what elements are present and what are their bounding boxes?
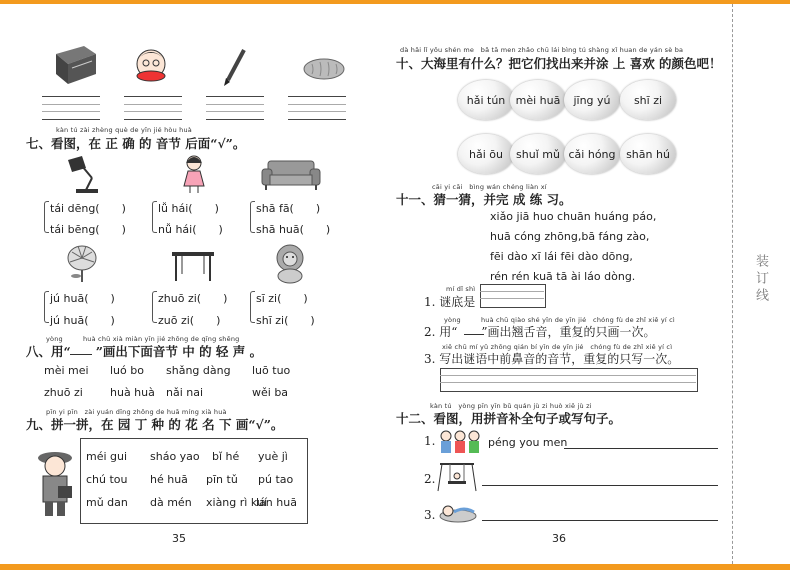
riddle-line: xiǎo jiā huo chuān huáng páo, — [490, 210, 657, 223]
pencil-icon — [222, 48, 248, 86]
q7-opt[interactable]: nǚ hái( ) — [158, 223, 223, 236]
sleeping-child-icon — [438, 502, 478, 524]
q7-opt[interactable]: jú huā( ) — [50, 292, 115, 305]
q7-opt[interactable]: tái bēng( ) — [50, 223, 126, 236]
q9-title: 九、拼一拼，在 园 丁 种 的 花 名 下 画“√”。 — [26, 417, 284, 432]
bubble[interactable]: hǎi ōu — [458, 134, 514, 174]
q8-word[interactable]: luō tuo — [252, 364, 291, 377]
q8-word[interactable]: shǎng dàng — [166, 364, 231, 377]
q7-opt[interactable]: sī zi( ) — [256, 292, 308, 305]
q12-1-text: péng you men — [488, 436, 568, 449]
writing-guide — [440, 382, 696, 383]
q10-title: 十、大海里有什么？把它们找出来并涂 上 喜欢 的颜色吧！ — [396, 56, 722, 71]
sofa-icon — [262, 159, 320, 191]
girl-icon — [182, 154, 206, 194]
bubble[interactable]: shān hú — [620, 134, 676, 174]
bubble[interactable]: mèi huā — [510, 80, 566, 120]
q9-word[interactable]: méi gui — [86, 450, 128, 463]
q7-brace-2 — [152, 201, 157, 233]
lamp-icon — [64, 154, 104, 194]
q9-word[interactable]: chú tou — [86, 473, 128, 486]
q12-num: 3. — [424, 508, 436, 522]
q8-word[interactable]: nǎi nai — [166, 386, 204, 399]
q12-num: 1. — [424, 434, 436, 448]
swing-icon — [436, 462, 478, 492]
q12-pinyin: kàn tú yòng pīn yīn bǔ quán jù zi huò xiě jù zi — [430, 402, 592, 410]
q8-word[interactable]: wěi ba — [252, 386, 289, 399]
q12-1-answer-line[interactable] — [564, 448, 718, 449]
binding-margin — [732, 4, 790, 564]
q7-brace-3 — [250, 201, 255, 233]
answer-box-guide — [480, 298, 544, 299]
page-number: 35 — [172, 532, 186, 545]
q10-pinyin: dà hǎi lǐ yǒu shén me bǎ tā men zhǎo chū lái bìng tú shàng xǐ huan de yán sè ba — [400, 46, 684, 54]
writing-lines-3[interactable] — [206, 96, 264, 120]
bottom-accent-bar — [0, 564, 790, 570]
q7-opt[interactable]: jú huā( ) — [50, 314, 115, 327]
q12-2-answer-line[interactable] — [482, 485, 718, 486]
child-eating-icon — [128, 44, 174, 90]
q11-1-pinyin: mí dǐ shì — [446, 285, 476, 293]
chrysanthemum-icon — [64, 244, 100, 284]
bubble[interactable]: cǎi hóng — [564, 134, 620, 174]
q7-opt[interactable]: lǚ hái( ) — [158, 202, 219, 215]
book-icon — [52, 44, 98, 86]
page-number: 36 — [552, 532, 566, 545]
q7-brace-1 — [44, 201, 49, 233]
q12-3-answer-line[interactable] — [482, 520, 718, 521]
q11-2-pinyin: yòng huà chū qiào shé yīn de yīn jié chóng fù de zhǐ xiě yí cì — [444, 316, 675, 324]
q8-underline-sample — [70, 354, 92, 355]
bubble[interactable]: hǎi tún — [458, 80, 514, 120]
q8-word[interactable]: mèi mei — [44, 364, 89, 377]
q9-word[interactable]: sháo yao — [150, 450, 200, 463]
q7-opt[interactable]: shā huā( ) — [256, 223, 331, 236]
riddle-line: huā cóng zhōng,bā fáng zào, — [490, 230, 650, 243]
bubble[interactable]: shī zi — [620, 80, 676, 120]
q7-brace-5 — [152, 291, 157, 323]
page-36 — [380, 4, 732, 564]
friends-icon — [436, 428, 484, 456]
q9-word[interactable]: pīn tǔ — [206, 473, 238, 486]
q11-3-pinyin: xiě chū mí yǔ zhōng qián bí yīn de yīn jié chóng fù de zhǐ xiě yí cì — [442, 343, 673, 351]
q7-title: 七、看图，在 正 确 的 音节 后面“√”。 — [26, 136, 246, 151]
writing-lines-2[interactable] — [124, 96, 182, 120]
q8-word[interactable]: zhuō zi — [44, 386, 83, 399]
q11-1-text: 1. 谜底是 — [424, 295, 476, 309]
q7-pinyin: kàn tú zài zhèng què de yīn jié hòu huà — [56, 126, 192, 134]
q9-pinyin: pīn yi pīn zài yuán dīng zhōng de huā míng xià huà — [46, 408, 227, 416]
bubble[interactable]: jīng yú — [564, 80, 620, 120]
q12-num: 2. — [424, 472, 436, 486]
page-35 — [0, 4, 380, 564]
q7-brace-6 — [250, 291, 255, 323]
riddle-answer-box[interactable] — [480, 284, 546, 308]
q9-word[interactable]: dà mén — [150, 496, 192, 509]
q9-word[interactable]: mǔ dan — [86, 496, 128, 509]
q8-pinyin: yòng huà chū xià miàn yīn jié zhōng de qīng shēng — [46, 335, 240, 343]
table-icon — [172, 250, 214, 282]
q9-word[interactable]: yuè jì — [258, 450, 288, 463]
bubble[interactable]: shuǐ mǔ — [510, 134, 566, 174]
q11-3-text: 3. 写出谜语中前鼻音的音节，重复的只写一次。 — [424, 352, 680, 366]
q7-opt[interactable]: tái dēng( ) — [50, 202, 126, 215]
q12-title: 十二、看图，用拼音补全句子或写句子。 — [396, 411, 622, 426]
q9-word[interactable]: lán huā — [256, 496, 297, 509]
writing-lines-1[interactable] — [42, 96, 100, 120]
q8-word[interactable]: luó bo — [110, 364, 144, 377]
q11-title: 十一、猜一猜，并完 成 练 习。 — [396, 192, 572, 207]
gardener-icon — [34, 446, 76, 518]
binding-label: 装订线 — [753, 254, 768, 305]
writing-lines-4[interactable] — [288, 96, 346, 120]
q8-title: 八、用“ ”画出下面音节 中 的 轻 声 。 — [26, 344, 263, 359]
q11-2-text: 2. 用“ ”画出翘舌音，重复的只画一次。 — [424, 325, 656, 339]
q7-opt[interactable]: zhuō zi( ) — [158, 292, 228, 305]
q7-opt[interactable]: shī zi( ) — [256, 314, 315, 327]
lion-icon — [272, 244, 308, 284]
riddle-line: rén rén kuā tā ài láo dòng. — [490, 270, 636, 283]
q9-word[interactable]: xiàng rì kuí — [206, 496, 267, 509]
riddle-line: fēi dào xī lái fēi dào dōng, — [490, 250, 633, 263]
q7-opt[interactable]: shā fā( ) — [256, 202, 321, 215]
q9-word[interactable]: pú tao — [258, 473, 294, 486]
answer-box-guide — [480, 291, 544, 292]
q11-underline-sample — [464, 334, 484, 335]
bread-icon — [302, 56, 346, 82]
q7-opt[interactable]: zuō zi( ) — [158, 314, 221, 327]
q8-word[interactable]: huà huà — [110, 386, 155, 399]
q11-pinyin: cāi yi cāi bìng wán chéng liàn xí — [432, 183, 547, 191]
q9-word[interactable]: bǐ hé — [212, 450, 240, 463]
writing-guide — [440, 375, 696, 376]
q9-word[interactable]: hé huā — [150, 473, 188, 486]
q11-3-writing-lines[interactable] — [440, 368, 698, 392]
q7-brace-4 — [44, 291, 49, 323]
